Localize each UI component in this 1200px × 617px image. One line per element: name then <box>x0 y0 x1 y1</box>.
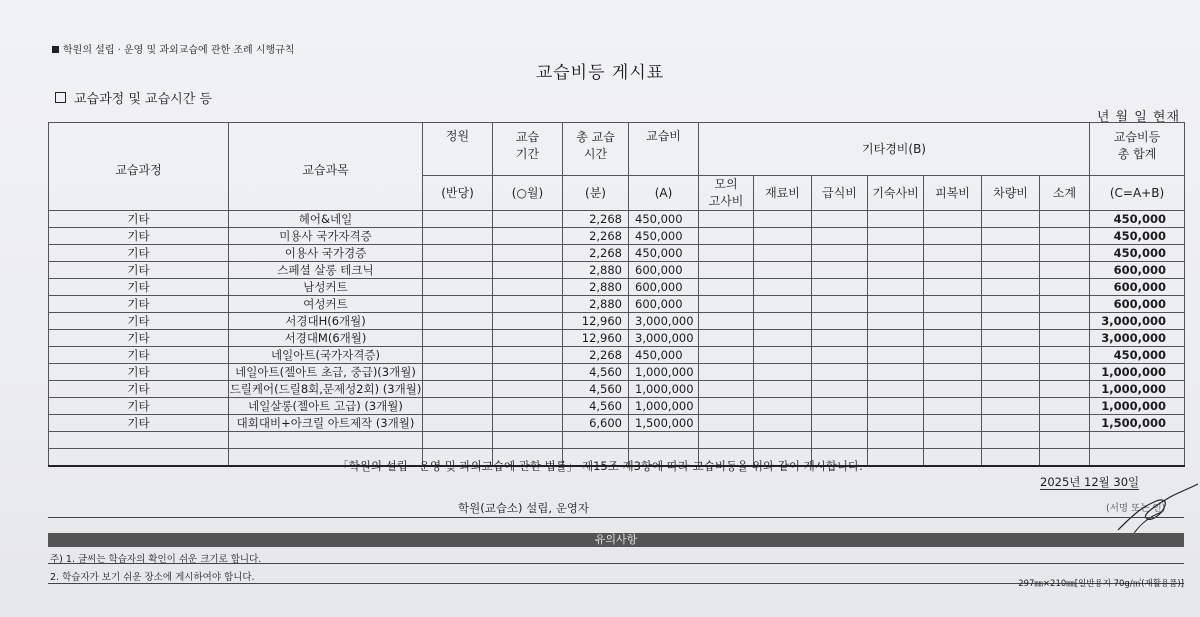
cell-hours: 12,960 <box>563 330 629 347</box>
paper-spec: 297㎜×210㎜[일반용지 70g/㎡(재활용품)] <box>1018 579 1184 589</box>
cell-total: 3,000,000 <box>1090 313 1185 330</box>
cell-total: 1,500,000 <box>1090 415 1185 432</box>
table-row <box>49 245 1185 262</box>
as-of-date: 년 월 일 현재 <box>1096 110 1180 125</box>
cell-subject: 이용사 국가경증 <box>229 245 423 262</box>
cell-hours: 6,600 <box>563 415 629 432</box>
header-hours-unit: (분) <box>563 176 629 211</box>
cell-course: 기타 <box>49 415 229 432</box>
cell-subject: 헤어&네일 <box>229 211 423 228</box>
cell-total: 450,000 <box>1090 211 1185 228</box>
divider-line <box>48 517 1184 518</box>
cell-course: 기타 <box>49 211 229 228</box>
cell-course: 기타 <box>49 228 229 245</box>
cell-course: 기타 <box>49 245 229 262</box>
header-hours-line2: 시간 <box>583 147 608 161</box>
cell-subject: 서경대M(6개월) <box>229 330 423 347</box>
cell-hours: 2,268 <box>563 245 629 262</box>
cell-total: 1,000,000 <box>1090 364 1185 381</box>
cell-subject: 네일아트(국가자격증) <box>229 347 423 364</box>
checkbox-square-icon <box>55 92 66 103</box>
table-row <box>49 347 1185 364</box>
header-material: 재료비 <box>754 176 812 211</box>
header-subject: 교습과목 <box>229 123 423 211</box>
header-total-line1: 교습비등 <box>1113 130 1161 144</box>
cell-fee: 3,000,000 <box>629 330 699 347</box>
table-row <box>49 228 1185 245</box>
header-dorm: 기숙사비 <box>868 176 924 211</box>
header-uniform: 피복비 <box>924 176 982 211</box>
cell-fee: 1,000,000 <box>629 398 699 415</box>
cell-hours: 2,880 <box>563 279 629 296</box>
table-row <box>49 381 1185 398</box>
table-row <box>49 211 1185 228</box>
header-fee: 교습비 <box>629 123 699 176</box>
header-hours-line1: 총 교습 <box>576 130 615 144</box>
header-mock-line1: 모의 <box>714 177 738 191</box>
cell-fee: 3,000,000 <box>629 313 699 330</box>
empty-row <box>49 432 1185 449</box>
cell-course: 기타 <box>49 262 229 279</box>
cell-subject: 네일아트(젤아트 초급, 중급)(3개월) <box>229 364 423 381</box>
document-title: 교습비등 게시표 <box>535 63 665 83</box>
cell-fee: 450,000 <box>629 211 699 228</box>
header-capacity-unit: (반당) <box>423 176 493 211</box>
cell-subject: 남성커트 <box>229 279 423 296</box>
table-row <box>49 398 1185 415</box>
cell-total: 1,000,000 <box>1090 381 1185 398</box>
cell-hours: 2,268 <box>563 211 629 228</box>
note-line-1: 주) 1. 글씨는 학습자의 확인이 쉬운 크기로 합니다. <box>50 554 262 565</box>
cell-course: 기타 <box>49 330 229 347</box>
cell-fee: 450,000 <box>629 245 699 262</box>
regulation-text: 학원의 설립 · 운영 및 과외교습에 관한 조례 시행규칙 <box>63 45 295 56</box>
cell-course: 기타 <box>49 398 229 415</box>
cell-hours: 12,960 <box>563 313 629 330</box>
bullet-square-icon <box>52 46 59 53</box>
header-vehicle: 차량비 <box>982 176 1040 211</box>
table-row <box>49 415 1185 432</box>
note-line-2: 2. 학습자가 보기 쉬운 장소에 게시하여야 합니다. <box>50 572 255 583</box>
header-course: 교습과정 <box>49 123 229 211</box>
header-period-line1: 교습 <box>515 130 540 144</box>
cell-total: 600,000 <box>1090 279 1185 296</box>
cell-subject: 여성커트 <box>229 296 423 313</box>
cell-subject: 대회대비+아크릴 아트제작 (3개월) <box>229 415 423 432</box>
header-meal: 급식비 <box>812 176 868 211</box>
header-total-line2: 총 합계 <box>1117 147 1157 161</box>
cell-course: 기타 <box>49 381 229 398</box>
cell-course: 기타 <box>49 296 229 313</box>
regulation-reference <box>52 41 294 56</box>
table-row <box>49 330 1185 347</box>
header-period-unit: (○월) <box>493 176 563 211</box>
cell-hours: 2,268 <box>563 347 629 364</box>
cell-total: 450,000 <box>1090 347 1185 364</box>
cell-hours: 4,560 <box>563 398 629 415</box>
cell-fee: 450,000 <box>629 347 699 364</box>
header-mock-exam <box>699 176 754 211</box>
table-row <box>49 279 1185 296</box>
operator-label: 학원(교습소) 설립, 운영자 <box>458 501 590 515</box>
cell-hours: 4,560 <box>563 381 629 398</box>
cell-hours: 2,880 <box>563 262 629 279</box>
header-period-line2: 기간 <box>515 147 540 161</box>
cell-fee: 1,500,000 <box>629 415 699 432</box>
section-heading-text: 교습과정 및 교습시간 등 <box>74 92 212 107</box>
handwritten-signature-icon <box>1110 478 1200 538</box>
table-row <box>49 262 1185 279</box>
cell-total: 600,000 <box>1090 262 1185 279</box>
header-fee-unit: (A) <box>629 176 699 211</box>
cell-course: 기타 <box>49 279 229 296</box>
cell-fee: 600,000 <box>629 262 699 279</box>
cell-hours: 2,880 <box>563 296 629 313</box>
notice-header: 유의사항 <box>48 533 1184 547</box>
fee-table <box>48 122 1185 467</box>
cell-course: 기타 <box>49 347 229 364</box>
cell-fee: 600,000 <box>629 296 699 313</box>
cell-total: 450,000 <box>1090 245 1185 262</box>
header-total-unit: (C=A+B) <box>1090 176 1185 211</box>
table-row <box>49 313 1185 330</box>
legal-statement: 「학원의 설립 · 운영 및 과외교습에 관한 법률」 제15조 제3항에 따라 교습비등을 위와 같이 게시합니다. <box>337 459 863 473</box>
table-body <box>49 211 1185 467</box>
section-heading <box>55 88 212 107</box>
cell-subject: 서경대H(6개월) <box>229 313 423 330</box>
header-other-expenses: 기타경비(B) <box>699 123 1090 176</box>
cell-fee: 600,000 <box>629 279 699 296</box>
cell-course: 기타 <box>49 364 229 381</box>
cell-hours: 4,560 <box>563 364 629 381</box>
cell-subject: 스페셜 살롱 테크닉 <box>229 262 423 279</box>
cell-total: 450,000 <box>1090 228 1185 245</box>
table-row <box>49 296 1185 313</box>
cell-course: 기타 <box>49 313 229 330</box>
cell-hours: 2,268 <box>563 228 629 245</box>
cell-subject: 드릴케어(드릴8회,문제성2회) (3개월) <box>229 382 422 396</box>
signature-placeholder: (서명 또는 인) <box>1106 503 1166 514</box>
header-subtotal: 소계 <box>1040 176 1090 211</box>
cell-total: 600,000 <box>1090 296 1185 313</box>
cell-subject: 네일살롱(젤아트 고급) (3개월) <box>229 398 423 415</box>
divider-line <box>48 583 1184 584</box>
header-hours <box>563 123 629 176</box>
cell-subject: 미용사 국가자격증 <box>229 228 423 245</box>
table-header-row <box>49 123 1185 176</box>
cell-total: 3,000,000 <box>1090 330 1185 347</box>
cell-fee: 450,000 <box>629 228 699 245</box>
header-total <box>1090 123 1185 176</box>
cell-total: 1,000,000 <box>1090 398 1185 415</box>
cell-fee: 1,000,000 <box>629 364 699 381</box>
header-capacity: 정원 <box>423 123 493 176</box>
header-period <box>493 123 563 176</box>
table-row <box>49 364 1185 381</box>
posting-date-text: 2025년 12월 30일 <box>1040 475 1140 489</box>
header-mock-line2: 고사비 <box>708 194 744 208</box>
cell-fee: 1,000,000 <box>629 381 699 398</box>
